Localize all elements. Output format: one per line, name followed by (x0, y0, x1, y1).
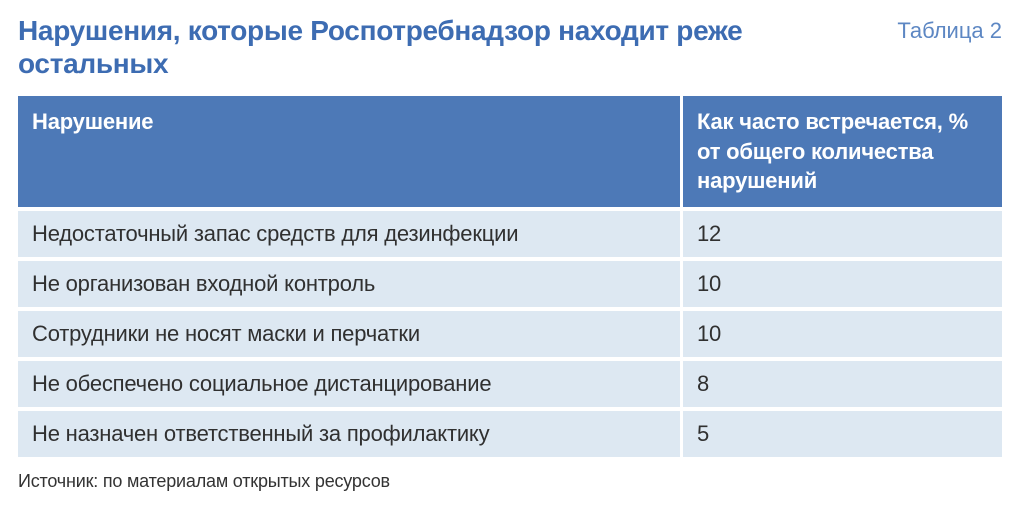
page-title: Нарушения, которые Роспотребнадзор находит реже остальных (18, 15, 743, 80)
violation-cell: Не обеспечено социальное дистанцирование (18, 361, 680, 407)
share-cell: 8 (683, 361, 1002, 407)
violation-cell: Сотрудники не носят маски и перчатки (18, 311, 680, 357)
header-bar (18, 14, 1002, 80)
share-cell: 12 (683, 211, 1002, 257)
table-row (18, 361, 1002, 407)
table-row (18, 211, 1002, 257)
table-row (18, 261, 1002, 307)
violation-cell: Не организован входной контроль (18, 261, 680, 307)
table-header-row (18, 96, 1002, 207)
violations-table (18, 96, 1002, 457)
share-cell: 10 (683, 261, 1002, 307)
column-header-violation: Нарушение (18, 96, 680, 207)
table-row (18, 411, 1002, 457)
share-cell: 10 (683, 311, 1002, 357)
table-row (18, 311, 1002, 357)
violation-cell: Не назначен ответственный за профилактику (18, 411, 680, 457)
share-cell: 5 (683, 411, 1002, 457)
source-note: Источник: по материалам открытых ресурсов (18, 471, 390, 492)
column-header-frequency: Как часто встречается, % от общего количества нарушений (683, 96, 1002, 207)
table-number-label: Таблица 2 (897, 18, 1002, 43)
violation-cell: Недостаточный запас средств для дезинфекции (18, 211, 680, 257)
